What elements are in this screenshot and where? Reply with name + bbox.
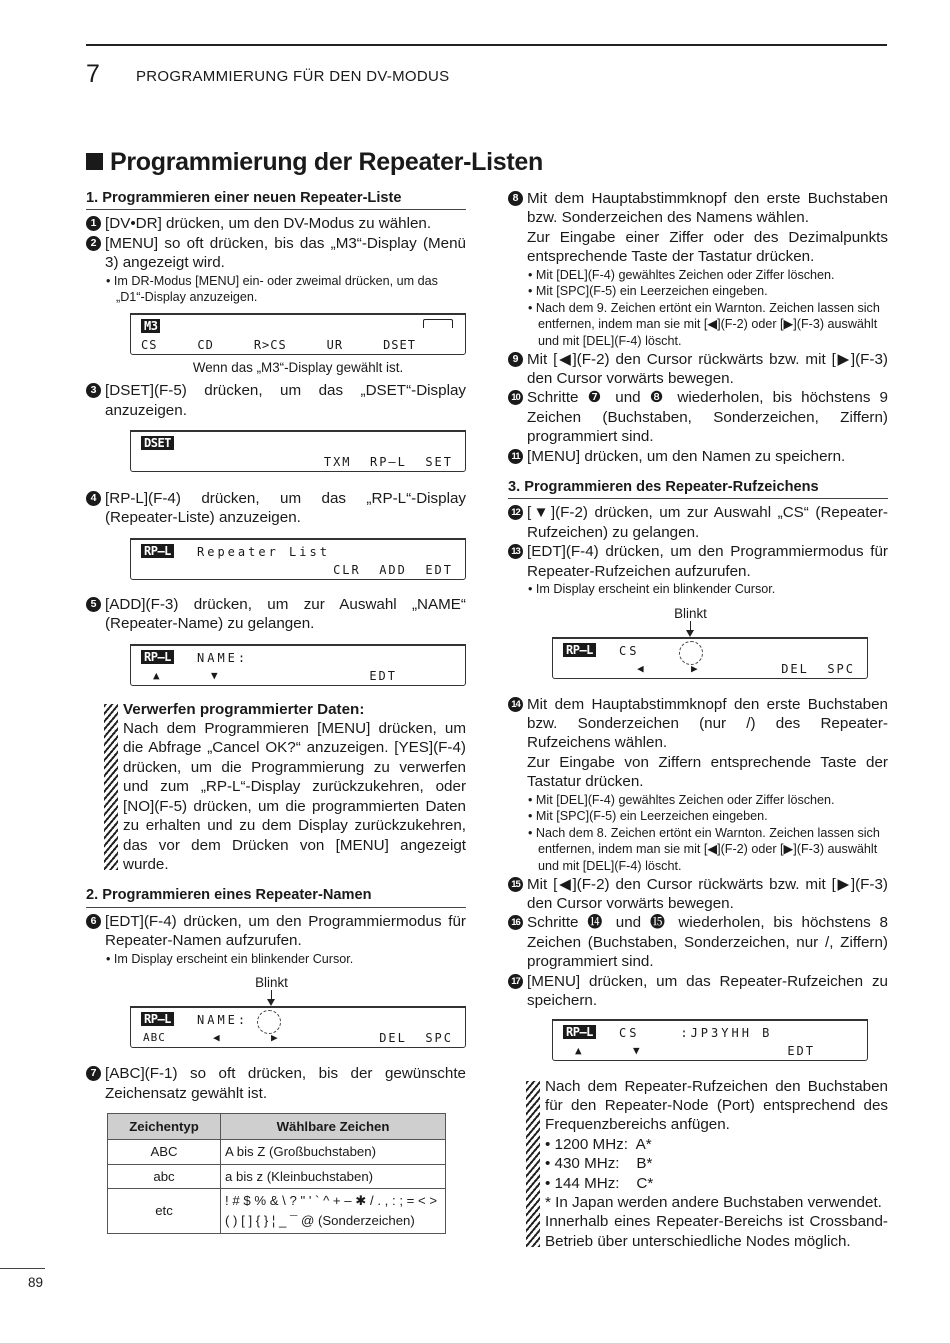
table-cell: A bis Z (Großbuchstaben) — [221, 1140, 446, 1164]
lcd-softkeys: DEL SPC — [781, 661, 855, 676]
step-number: 17 — [508, 974, 523, 989]
step-3: 3 [DSET](F-5) drücken, um das „DSET“-Display anzuzeigen. — [86, 381, 466, 420]
step-number: 16 — [508, 915, 523, 930]
lcd-rpl-display — [130, 538, 466, 580]
note-footnote: * In Japan werden andere Buchstaben verwendet. — [545, 1193, 882, 1211]
blink-label: Blinkt — [674, 605, 707, 621]
subsection-3-title: 3. Programmieren des Repeater-Rufzeichens — [508, 478, 888, 499]
note-paragraph: Nach dem Repeater-Rufzeichen den Buchstaben für den Repeater-Node (Port) entsprechend des Frequenzbereichs anfügen. — [545, 1077, 888, 1134]
lcd-softkeys: DEL SPC — [379, 1031, 453, 1046]
step-number: 15 — [508, 877, 523, 892]
right-column — [508, 189, 888, 1251]
step-8-extra: Zur Eingabe einer Ziffer oder des Dezimalpunkts entsprechende Taste der Tastatur drücken. — [527, 228, 888, 266]
lcd-cs-done-display — [552, 1019, 868, 1061]
step-14-note: • Mit [DEL](F-4) gewähltes Zeichen oder Ziffer löschen. — [528, 792, 835, 807]
step-4: 4 [RP-L](F-4) drücken, um das „RP-L“-Display (Repeater-Liste) anzuzeigen. — [86, 489, 466, 528]
table-cell: ! # $ % & \ ? " ' ` ^ + – ✱ / . , : ; = < > ( ) [ ] { } ¦ _ ¯ @ (Sonderzeichen) — [221, 1189, 446, 1234]
table-row — [108, 1189, 446, 1234]
lcd-softkeys: CLR ADD EDT — [333, 562, 453, 577]
discard-note — [86, 700, 466, 875]
lcd-m3-caption: Wenn das „M3“-Display gewählt ist. — [192, 359, 404, 375]
arrow-down-icon — [690, 621, 691, 635]
step-9: 9 Mit [◀](F-2) den Cursor rückwärts bzw. mit [▶](F-3) den Cursor vorwärts bewegen. — [508, 350, 888, 389]
lcd-tag: RP–L — [563, 1025, 596, 1039]
step-17: 17 [MENU] drücken, um das Repeater-Rufzeichen zu speichern. — [508, 972, 888, 1011]
lcd-softkey-edt: EDT — [369, 668, 397, 683]
step-7: 7 [ABC](F-1) so oft drücken, bis der gewünschte Zeichensatz gewählt ist. — [86, 1064, 466, 1103]
step-1: 1 [DV•DR] drücken, um den DV-Modus zu wählen. — [86, 214, 466, 233]
step-number: 2 — [86, 236, 101, 251]
step-number: 10 — [508, 390, 523, 405]
note-hatch-bar — [526, 1081, 540, 1248]
step-number: 7 — [86, 1066, 101, 1081]
step-11: 11 [MENU] drücken, um den Namen zu speichern. — [508, 447, 888, 466]
lcd-dset-display — [130, 430, 466, 472]
table-cell: abc — [108, 1164, 221, 1188]
section-title: Programmierung der Repeater-Listen — [86, 148, 543, 177]
lcd-name-display — [130, 644, 466, 686]
right-arrow-icon: ▶ — [271, 1031, 278, 1045]
lcd-m3-display — [130, 313, 466, 355]
lcd-line-1: NAME: — [197, 650, 249, 665]
step-number: 4 — [86, 491, 101, 506]
lcd-line-1: NAME: — [197, 1013, 249, 1028]
step-5: 5 [ADD](F-3) drücken, um zur Auswahl „NAME“ (Repeater-Name) zu gelangen. — [86, 595, 466, 634]
chapter-number: 7 — [86, 60, 100, 88]
step-8-note: • Mit [DEL](F-4) gewähltes Zeichen oder Ziffer löschen. — [528, 267, 835, 282]
step-2: 2 [MENU] so oft drücken, bis das „M3“-Display (Menü 3) angezeigt wird. — [86, 234, 466, 273]
lcd-name-edit-display — [130, 1006, 466, 1048]
step-8-note: • Mit [SPC](F-5) ein Leerzeichen eingeben. — [528, 284, 768, 299]
step-number: 5 — [86, 597, 101, 612]
step-number: 13 — [508, 544, 523, 559]
lcd-tag: RP–L — [141, 650, 174, 664]
step-number: 11 — [508, 449, 523, 464]
step-number: 6 — [86, 914, 101, 929]
step-number: 14 — [508, 697, 523, 712]
right-arrow-icon: ▶ — [691, 661, 698, 675]
lcd-softkeys: TXM RP–L SET — [323, 455, 453, 470]
step-number: 3 — [86, 383, 101, 398]
step-8-note: • Nach dem 9. Zeichen ertönt ein Warnton. Zeichen lassen sich entfernen, indem man sie mit [◀](F-2) oder [▶](F-3) auswählt und mit [DEL](F-4) löscht. — [528, 300, 880, 348]
step-16: 16 Schritte ⓮ und ⓯ wiederholen, bis höchstens 8 Zeichen (Buchstaben, Sonderzeichen, nur /, Ziffern) programmiert sind. — [508, 913, 888, 971]
step-6: 6 [EDT](F-4) drücken, um den Programmiermodus für Repeater-Namen aufzurufen. — [86, 912, 466, 951]
table-row — [108, 1140, 446, 1164]
lcd-tag: RP–L — [141, 1012, 174, 1026]
lcd-signal-icon — [423, 319, 453, 328]
lcd-cs-edit-display — [552, 637, 868, 679]
step-14-note: • Nach dem 8. Zeichen ertönt ein Warnton. Zeichen lassen sich entfernen, indem man sie mit [◀](F-2) oder [▶](F-3) auswählt und mit [DEL](F-4) löscht. — [528, 825, 880, 874]
left-arrow-icon: ◀ — [213, 1031, 220, 1045]
note-list-item: • 144 MHz: C* — [545, 1174, 654, 1192]
step-12: 12 [▼](F-2) drücken, um zur Auswahl „CS“ (Repeater-Rufzeichen) zu gelangen. — [508, 503, 888, 542]
step-2-note: • Im DR-Modus [MENU] ein- oder zweimal drücken, um das „D1“-Display anzuzeigen. — [106, 273, 438, 305]
note-list-item: • 430 MHz: B* — [545, 1155, 653, 1173]
step-14-extra: Zur Eingabe von Ziffern entsprechende Taste der Tastatur drücken. — [527, 753, 888, 791]
table-header: Zeichentyp — [108, 1113, 221, 1139]
note-list-item: • 1200 MHz: A* — [545, 1135, 652, 1153]
step-8: 8 Mit dem Hauptabstimmknopf den erste Buchstaben bzw. Sonderzeichen des Namens wählen. — [508, 189, 888, 228]
table-header-row — [108, 1113, 446, 1139]
step-number: 8 — [508, 191, 523, 206]
left-arrow-icon: ◀ — [637, 661, 644, 675]
subsection-2-title: 2. Programmieren eines Repeater-Namen — [86, 886, 466, 907]
step-13: 13 [EDT](F-4) drücken, um den Programmiermodus für Repeater-Rufzeichen aufzurufen. — [508, 542, 888, 581]
blink-pointer — [194, 990, 349, 1006]
up-arrow-icon: ▲ — [575, 1043, 582, 1057]
lcd-tag: RP–L — [141, 544, 174, 558]
lcd-tag: M3 — [141, 319, 160, 333]
footer-rule — [0, 1268, 45, 1269]
table-row — [108, 1164, 446, 1188]
step-number: 1 — [86, 216, 101, 231]
lcd-line-1: CS — [619, 643, 640, 658]
step-14: 14 Mit dem Hauptabstimmknopf den erste Buchstaben bzw. Sonderzeichen (nur /) des Repeater-Rufzeichens wählen. — [508, 695, 888, 753]
table-cell: a bis z (Kleinbuchstaben) — [221, 1164, 446, 1188]
lcd-tag: RP–L — [563, 643, 596, 657]
node-note — [508, 1077, 888, 1252]
step-number: 12 — [508, 505, 523, 520]
down-arrow-icon: ▼ — [633, 1043, 640, 1057]
lcd-tag: DSET — [141, 436, 174, 450]
step-6-note: • Im Display erscheint ein blinkender Cursor. — [106, 951, 354, 966]
table-cell: ABC — [108, 1140, 221, 1164]
header-rule — [86, 44, 887, 46]
table-cell: etc — [108, 1189, 221, 1234]
step-14-note: • Mit [SPC](F-5) ein Leerzeichen eingeben. — [528, 809, 768, 824]
lcd-line-1: CS :JP3YHH B — [619, 1025, 773, 1040]
table-header: Wählbare Zeichen — [221, 1113, 446, 1139]
step-number: 9 — [508, 352, 523, 367]
down-arrow-icon: ▼ — [211, 668, 218, 682]
subsection-1-title: 1. Programmieren einer neuen Repeater-Liste — [86, 189, 466, 210]
note-body: Nach dem Programmieren [MENU] drücken, um die Abfrage „Cancel OK?“ anzuzeigen. [YES](F-4) drücken, um die Programmierung zu verwerfen und zum „RP-L“-Display zurückzukehren, oder [NO](F-5) drücken, um die programmierten Daten zu erhalten und zu dem Display zurückzukehren, das vor dem Drücken von [MENU] angezeigt wurde. — [123, 720, 466, 873]
chapter-title: PROGRAMMIERUNG FÜR DEN DV-MODUS — [136, 68, 450, 85]
section-square-icon — [86, 153, 103, 170]
note-title: Verwerfen programmierter Daten: — [123, 700, 365, 718]
note-hatch-bar — [104, 704, 118, 871]
step-15: 15 Mit [◀](F-2) den Cursor rückwärts bzw. mit [▶](F-3) den Cursor vorwärts bewegen. — [508, 875, 888, 914]
step-10: 10 Schritte ❼ und ❽ wiederholen, bis höchstens 9 Zeichen (Buchstaben, Sonderzeichen, Ziffern) programmiert sind. — [508, 388, 888, 446]
left-column — [86, 189, 466, 1234]
lcd-softkey-abc: ABC — [143, 1031, 166, 1045]
page-number: 89 — [28, 1275, 44, 1290]
lcd-softkeys: CS CD R>CS UR DSET — [141, 337, 416, 352]
lcd-softkey-edt: EDT — [787, 1043, 815, 1058]
step-13-note: • Im Display erscheint ein blinkender Cursor. — [528, 582, 776, 597]
up-arrow-icon: ▲ — [153, 668, 160, 682]
arrow-down-icon — [271, 990, 272, 1004]
blink-pointer — [608, 621, 773, 637]
charset-table — [107, 1113, 446, 1234]
lcd-line-1: Repeater List — [197, 544, 330, 559]
blink-label: Blinkt — [255, 975, 288, 991]
note-paragraph: Innerhalb eines Repeater-Bereichs ist Crossband-Betrieb über unterschiedliche Nodes möglich. — [545, 1213, 888, 1250]
